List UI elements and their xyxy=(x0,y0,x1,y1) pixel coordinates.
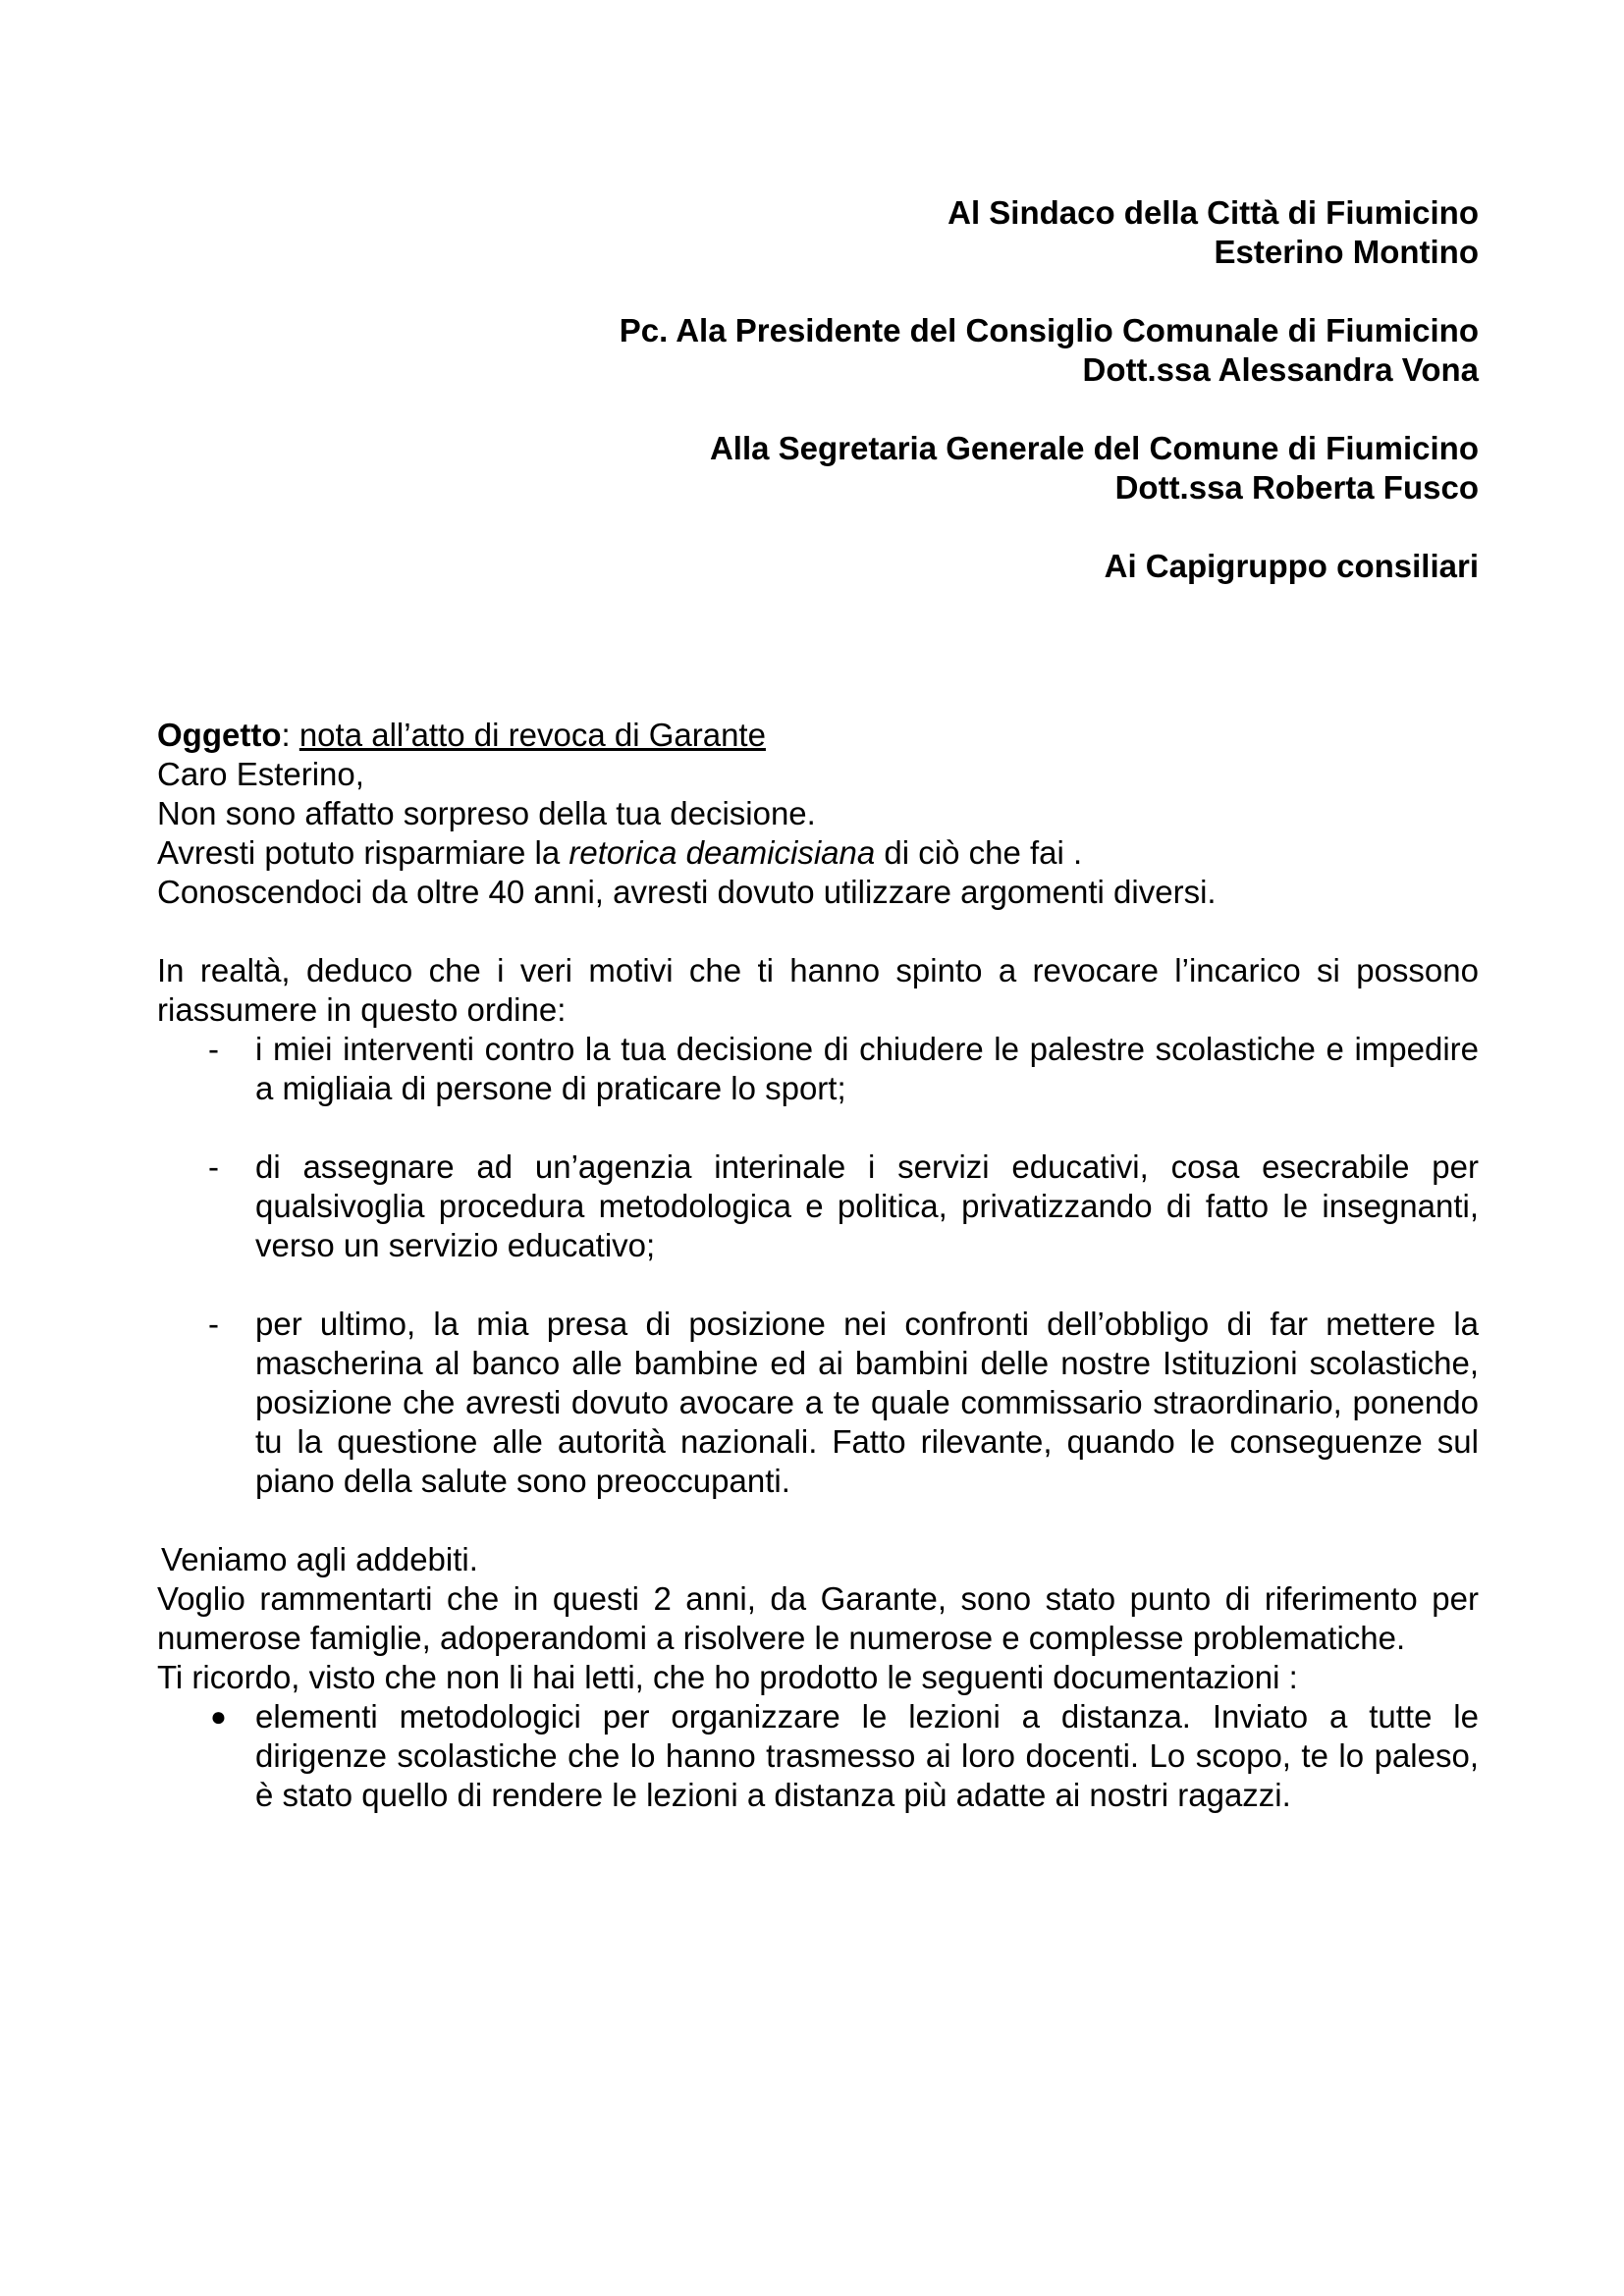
recipient-mayor xyxy=(595,193,1479,272)
list-item xyxy=(157,1030,1479,1108)
documents-list xyxy=(157,1697,1479,1815)
recipient-line: Alla Segretaria Generale del Comune di Fiumicino xyxy=(709,430,1479,466)
text-segment: Avresti potuto risparmiare la xyxy=(157,834,569,871)
list-item xyxy=(157,1305,1479,1501)
list-item-text: i miei interventi contro la tua decisione di chiudere le palestre scolastiche e impedire a migliaia di persone di praticare lo sport; xyxy=(255,1031,1479,1106)
dash-marker: - xyxy=(208,1031,219,1067)
dash-marker: - xyxy=(208,1148,219,1185)
recipient-line: Pc. Ala Presidente del Consiglio Comunale di Fiumicino xyxy=(619,312,1479,348)
recipient-council-president xyxy=(595,311,1479,390)
subject-line xyxy=(157,716,1479,755)
subject-separator: : xyxy=(281,717,299,753)
recipient-line: Esterino Montino xyxy=(1214,234,1479,270)
paragraph-rhetoric-line2: Conoscendoci da oltre 40 anni, avresti dovuto utilizzare argomenti diversi. xyxy=(157,874,1217,910)
italic-text: retorica deamicisiana xyxy=(568,834,876,871)
list-item-text: di assegnare ad un’agenzia interinale i servizi educativi, cosa esecrabile per qualsivoglia procedura metodologica e politica, privatizzando di fatto le insegnanti, verso un servizio educativo; xyxy=(255,1148,1479,1263)
bullet-marker: ● xyxy=(210,1701,227,1732)
recipient-line: Dott.ssa Roberta Fusco xyxy=(1114,469,1479,506)
paragraph-rhetoric xyxy=(157,833,1479,912)
recipient-line: Al Sindaco della Città di Fiumicino xyxy=(947,194,1479,231)
recipient-line: Dott.ssa Alessandra Vona xyxy=(1082,351,1479,388)
list-item xyxy=(157,1148,1479,1265)
recipient-general-secretary xyxy=(595,429,1479,507)
letter-body xyxy=(157,716,1479,1854)
greeting: Caro Esterino, xyxy=(157,756,364,792)
subject-label: Oggetto xyxy=(157,717,282,753)
paragraph-motives: In realtà, deduco che i veri motivi che ti hanno spinto a revocare l’incarico si possono riassumere in questo ordine: xyxy=(157,952,1479,1028)
recipients-block xyxy=(595,193,1479,625)
paragraph-not-surprised: Non sono affatto sorpreso della tua decisione. xyxy=(157,795,816,831)
list-item-text: elementi metodologici per organizzare le lezioni a distanza. Inviato a tutte le dirigenze scolastiche che lo hanno trasmesso ai loro docenti. Lo scopo, te lo paleso, è stato quello di rendere le lezioni a distanza più adatte ai nostri ragazzi. xyxy=(255,1698,1479,1813)
paragraph-reference-point: Voglio rammentarti che in questi 2 anni, da Garante, sono stato punto di riferimento per numerose famiglie, adoperandomi a risolvere le numerose e complesse problematiche. xyxy=(157,1580,1479,1656)
reasons-list xyxy=(157,1030,1479,1501)
list-item-text: per ultimo, la mia presa di posizione nei confronti dell’obbligo di far mettere la mascherina al banco alle bambine ed ai bambini delle nostre Istituzioni scolastiche, posizione che avresti dovuto avocare a te quale commissario straordinario, ponendo tu la questione alle autorità nazionali. Fatto rilevante, quando le conseguenze sul piano della salute sono preoccupanti. xyxy=(255,1306,1479,1499)
recipient-line: Ai Capigruppo consiliari xyxy=(1104,548,1479,584)
text-segment: di ciò che fai . xyxy=(875,834,1083,871)
paragraph-charges: Veniamo agli addebiti. xyxy=(161,1541,478,1577)
recipient-group-leaders xyxy=(595,547,1479,586)
subject-text: nota all’atto di revoca di Garante xyxy=(298,717,766,753)
dash-marker: - xyxy=(208,1306,219,1342)
list-item xyxy=(157,1697,1479,1815)
paragraph-rhetoric-line1 xyxy=(157,833,1479,873)
paragraph-documents-intro: Ti ricordo, visto che non li hai letti, che ho prodotto le seguenti documentazioni : xyxy=(157,1659,1298,1695)
